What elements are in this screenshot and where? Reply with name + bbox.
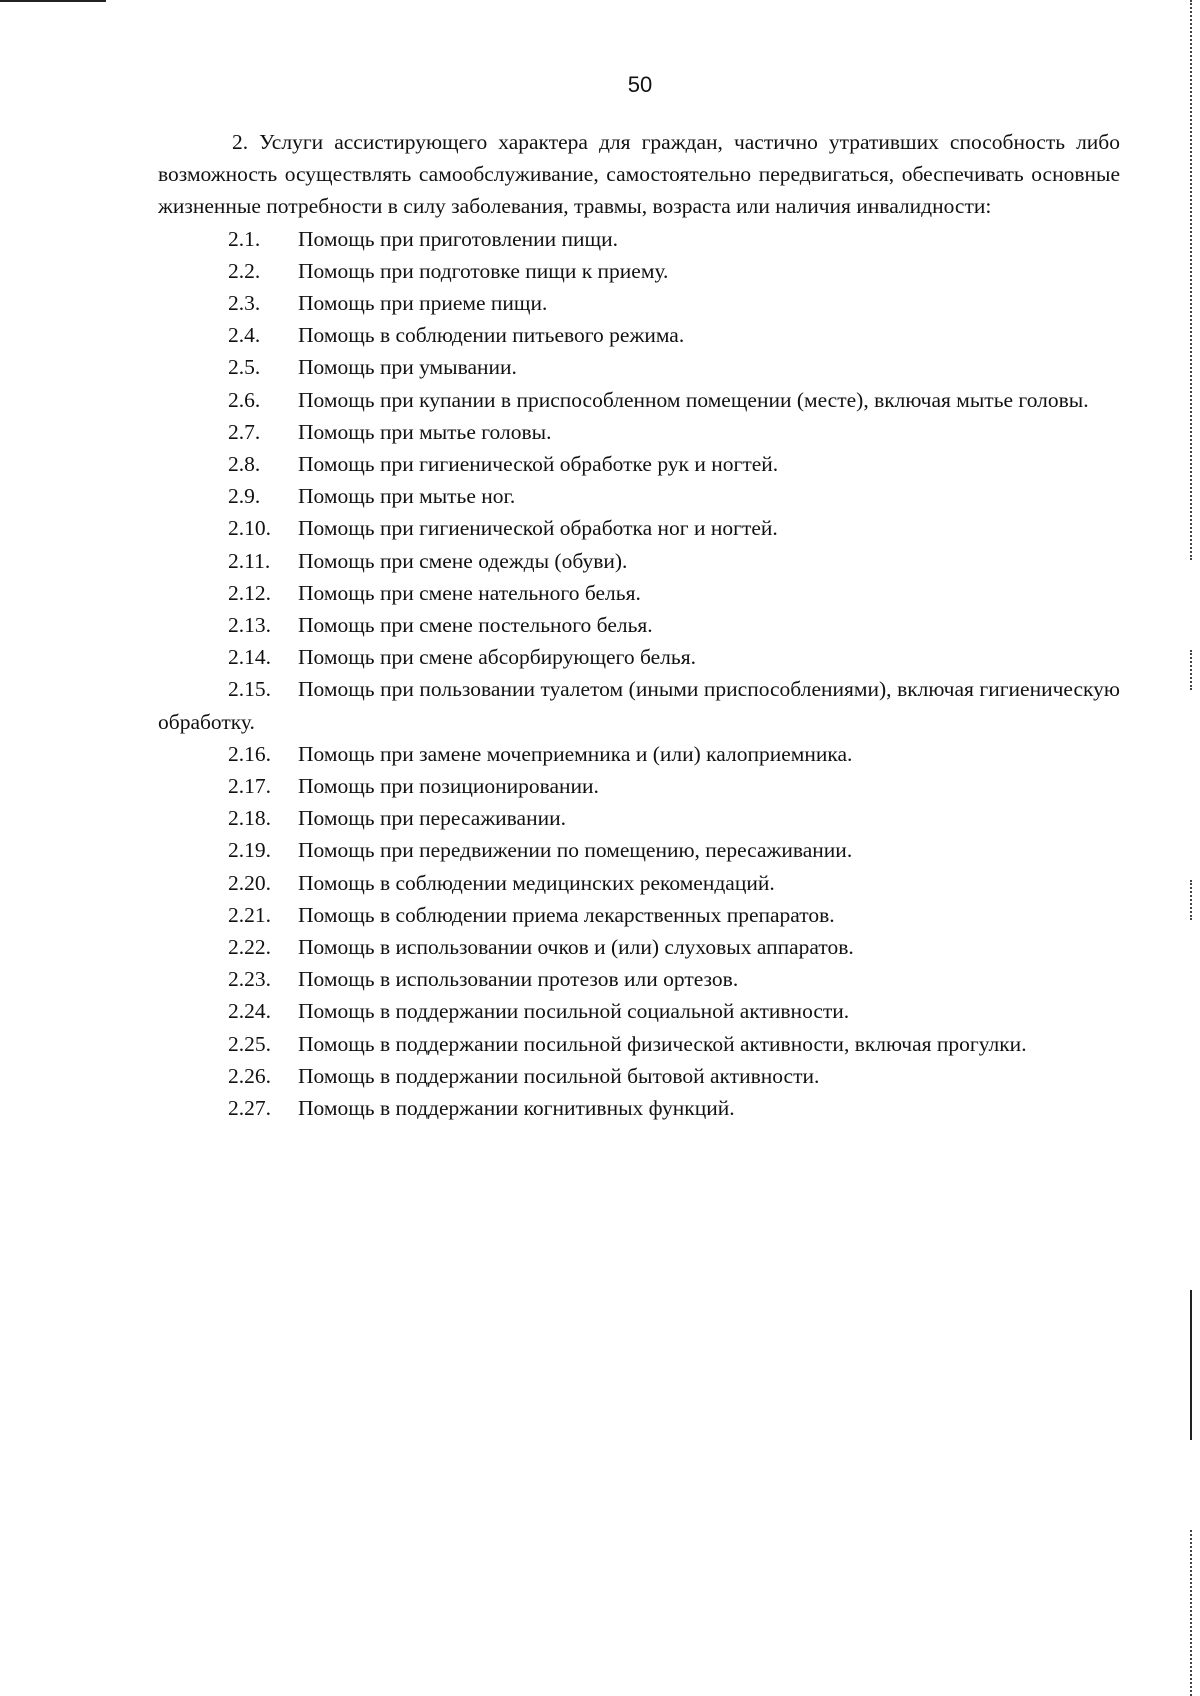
- list-item-text: Помощь в соблюдении медицинских рекомендаций.: [298, 870, 775, 895]
- list-item-text: Помощь в поддержании посильной физической активности, включая прогулки.: [298, 1031, 1027, 1056]
- list-item-text: Помощь при гигиенической обработке рук и ногтей.: [298, 452, 779, 477]
- list-item-text: Помощь при подготовке пищи к приему.: [298, 258, 669, 283]
- list-item-text: Помощь при смене одежды (обуви).: [298, 548, 628, 573]
- list-item-number: 2.18.: [228, 806, 271, 831]
- list-item-number: 2.11.: [228, 548, 271, 573]
- services-list: [158, 223, 1120, 1125]
- list-item-text: Помощь при гигиенической обработка ног и ногтей.: [298, 516, 778, 541]
- scan-artifact-edge: [1188, 1530, 1192, 1696]
- list-item-number: 2.9.: [228, 484, 261, 509]
- list-item-number: 2.5.: [228, 355, 261, 380]
- list-item-text: Помощь в использовании очков и (или) слуховых аппаратов.: [298, 935, 854, 960]
- list-item-number: 2.14.: [228, 645, 271, 670]
- list-item-number: 2.25.: [228, 1031, 271, 1056]
- list-item: [158, 867, 1120, 899]
- list-item-text: Помощь при смене нательного белья.: [298, 580, 641, 605]
- page-number: 50: [627, 72, 653, 97]
- list-item: [158, 1060, 1120, 1092]
- list-item-text: Помощь при смене постельного белья.: [298, 613, 653, 638]
- list-item: [158, 609, 1120, 641]
- list-item-text: Помощь в использовании протезов или ортезов.: [298, 967, 739, 992]
- section-intro: 2. Услуги ассистирующего характера для граждан, частично утративших способность либо возможность осуществлять самообслуживание, самостоятельно передвигаться, обеспечивать основные жизненные потребности в силу заболевания, травмы, возраста или наличия инвалидности:: [158, 130, 1120, 219]
- list-item-number: 2.27.: [228, 1096, 271, 1121]
- list-item-text: Помощь в поддержании посильной бытовой активности.: [298, 1063, 820, 1088]
- list-item-number: 2.7.: [228, 419, 261, 444]
- list-item-number: 2.12.: [228, 580, 271, 605]
- list-item: [158, 641, 1120, 673]
- list-item-number: 2.19.: [228, 838, 271, 863]
- list-item-text: Помощь при пересаживании.: [298, 806, 566, 831]
- list-item: [158, 673, 1120, 737]
- list-item-number: 2.10.: [228, 516, 271, 541]
- list-item-number: 2.17.: [228, 774, 271, 799]
- scan-artifact-edge: [1188, 880, 1192, 920]
- list-item: [158, 512, 1120, 544]
- list-item-text: Помощь в соблюдении питьевого режима.: [298, 323, 685, 348]
- scan-artifact-edge: [1188, 650, 1192, 690]
- list-item: [158, 351, 1120, 383]
- list-item-number: 2.20.: [228, 870, 271, 895]
- list-item-number: 2.22.: [228, 935, 271, 960]
- list-item-number: 2.24.: [228, 999, 271, 1024]
- list-item: [158, 480, 1120, 512]
- list-item-number: 2.3.: [228, 291, 261, 316]
- list-item-text: Помощь в поддержании посильной социальной активности.: [298, 999, 850, 1024]
- list-item-text: Помощь при передвижении по помещению, пересаживании.: [298, 838, 853, 863]
- list-item-number: 2.2.: [228, 258, 261, 283]
- scan-artifact-top: [0, 0, 106, 2]
- list-item-number: 2.13.: [228, 613, 271, 638]
- list-item-number: 2.1.: [228, 226, 261, 251]
- document-body: [158, 126, 1120, 1124]
- list-item: [158, 899, 1120, 931]
- list-item-text: Помощь при мытье головы.: [298, 419, 552, 444]
- list-item-text: Помощь при приеме пищи.: [298, 291, 548, 316]
- list-item: [158, 319, 1120, 351]
- list-item: [158, 931, 1120, 963]
- list-item-number: 2.23.: [228, 967, 271, 992]
- list-item: [158, 1092, 1120, 1124]
- list-item-text: Помощь при умывании.: [298, 355, 517, 380]
- list-item: [158, 770, 1120, 802]
- scan-artifact-edge: [1188, 1290, 1192, 1440]
- list-item: [158, 223, 1120, 255]
- list-item: [158, 834, 1120, 866]
- list-item: [158, 255, 1120, 287]
- list-item-text: Помощь в соблюдении приема лекарственных препаратов.: [298, 902, 835, 927]
- list-item: [158, 416, 1120, 448]
- list-item: [158, 448, 1120, 480]
- list-item: [158, 802, 1120, 834]
- list-item-number: 2.15.: [228, 677, 271, 702]
- list-item-text: Помощь при позиционировании.: [298, 774, 599, 799]
- list-item: [158, 287, 1120, 319]
- list-item-number: 2.6.: [228, 387, 261, 412]
- list-item-number: 2.4.: [228, 323, 261, 348]
- list-item: [158, 384, 1120, 416]
- list-item-text: Помощь при смене абсорбирующего белья.: [298, 645, 696, 670]
- list-item-text: Помощь в поддержании когнитивных функций.: [298, 1096, 735, 1121]
- list-item-text: Помощь при купании в приспособленном помещении (месте), включая мытье головы.: [298, 387, 1089, 412]
- list-item: [158, 995, 1120, 1027]
- list-item: [158, 1028, 1120, 1060]
- list-item: [158, 545, 1120, 577]
- list-item-text: Помощь при замене мочеприемника и (или) калоприемника.: [298, 741, 853, 766]
- list-item: [158, 963, 1120, 995]
- list-item-number: 2.16.: [228, 741, 271, 766]
- list-item-text: Помощь при пользовании туалетом (иными приспособлениями), включая гигиеническую обработку.: [158, 677, 1120, 734]
- list-item-number: 2.8.: [228, 452, 261, 477]
- list-item-number: 2.26.: [228, 1063, 271, 1088]
- list-item-number: 2.21.: [228, 902, 271, 927]
- list-item: [158, 738, 1120, 770]
- list-item: [158, 577, 1120, 609]
- list-item-text: Помощь при мытье ног.: [298, 484, 516, 509]
- list-item-text: Помощь при приготовлении пищи.: [298, 226, 618, 251]
